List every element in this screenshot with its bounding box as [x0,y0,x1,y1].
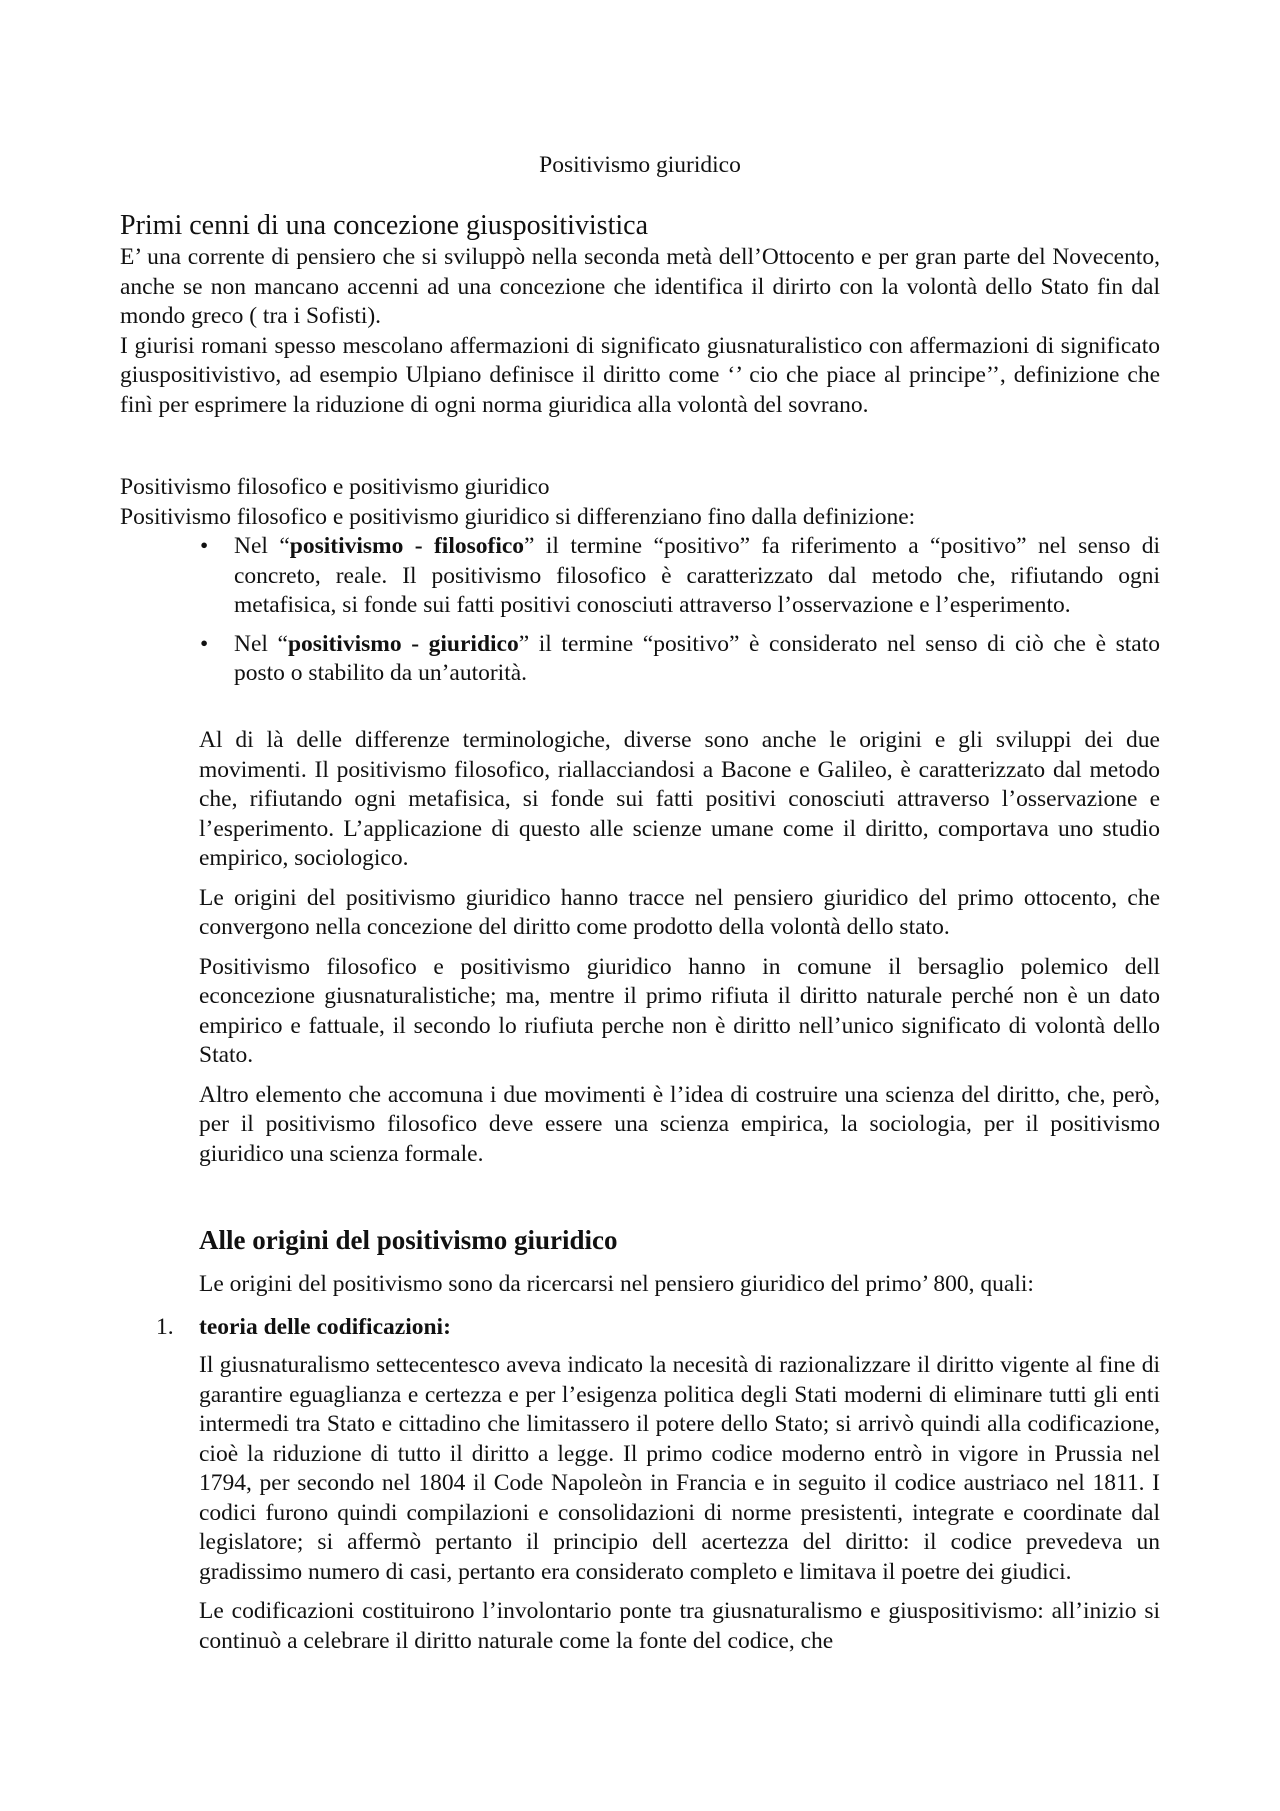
paragraph: Positivismo filosofico e positivismo giuridico si differenziano fino dalla definizione: [120,503,916,530]
paragraph: Le codificazioni costituirono l’involontario ponte tra giusnaturalismo e giuspositivismo: all’inizio si continuò a celebrare il diritto naturale come la fonte del codice, che [199,1598,1160,1654]
paragraph: Le origini del positivismo sono da ricercarsi nel pensiero giuridico del primo’ 800, quali: [199,1271,1034,1297]
list-item [120,630,1160,689]
paragraph: Le origini del positivismo giuridico hanno tracce nel pensiero giuridico del primo ottocento, che convergono nella concezione del diritto come prodotto della volontà dello stato. [199,884,1160,940]
paragraph: E’ una corrente di pensiero che si sviluppò nella seconda metà dell’Ottocento e per gran parte del Novecento, anche se non mancano accenni ad una concezione che identifica il dirirto con la volontà dello Stato fin dal mondo greco ( tra i Sofisti). [120,244,1160,329]
section-positivismo [120,473,1160,698]
numbered-item-label: teoria delle codificazioni: [199,1314,451,1340]
item-text-post: ” il termine “positivo” è considerato nel senso di ciò che è stato posto o stabilito da un’autorità. [234,630,1160,686]
item-text-pre: Nel “ [234,533,290,559]
numbered-item-number: 1. [156,1314,174,1340]
bullet-icon: • [200,533,209,559]
list-item [120,532,1160,621]
item-text-pre: Nel “ [234,630,288,657]
item-text-post: ” il termine “positivo” fa riferimento a “positivo” nel senso di concreto, reale. Il positivismo filosofico è caratterizzato dal metodo che, rifiutando ogni metafisica, si fonde sui fatti positivi conosciuti attraverso l’osservazione e l’esperimento. [234,533,1160,618]
paragraph: Positivismo filosofico e positivismo giuridico hanno in comune il bersaglio polemico dell econcezione giusnaturalistiche; ma, mentre il primo rifiuta il diritto naturale perché non è un dato empirico e fattuale, il secondo lo riufiuta perche non è diritto nell’unico significato di volontà dello Stato. [199,953,1160,1068]
numbered-item-body [199,1351,1160,1666]
paragraph: Al di là delle differenze terminologiche, diverse sono anche le origini e gli sviluppi dei due movimenti. Il positivismo filosofico, riallacciandosi a Bacone e Galileo, è caratterizzato dal metodo che, rifiutando ogni metafisica, si fonde sui fatti positivi conosciuti attraverso l’osservazione e l’esperimento. L’applicazione di questo alle scienze umane come il diritto, comportava uno studio empirico, sociologico. [199,727,1160,871]
bullet-icon: • [200,630,209,657]
item-bold-term: positivismo - filosofico [289,533,525,559]
section-heading: Alle origini del positivismo giuridico [199,1225,618,1255]
numbered-item [199,1313,1160,1343]
section-origini [199,1224,1160,1300]
item-bold-term: positivismo - giuridico [287,630,519,657]
section-intro [120,209,1160,420]
paragraph: Altro elemento che accomuna i due movimenti è l’idea di costruire una scienza del diritto, che, però, per il positivismo filosofico deve essere una scienza empirica, la sociologia, per il positivismo giuridico una scienza formale. [199,1081,1160,1167]
paragraph: Il giusnaturalismo settecentesco aveva indicato la necesità di razionalizzare il diritto vigente al fine di garantire eguaglianza e certezza e per l’esigenza politica degli Stati moderni di eliminare tutti gli enti intermedi tra Stato e cittadino che limitassero il potere dello Stato; si arrivò quindi alla codificazione, cioè la riduzione di tutto il diritto a legge. Il primo codice moderno entrò in vigore in Prussia nel 1794, per secondo nel 1804 il Code Napoleòn in Francia e in seguito il codice austriaco nel 1811. I codici furono quindi compilazioni e consolidazioni di norme presistenti, integrate e coordinate dal legislatore; si affermò pertanto il principio dell acertezza del diritto: il codice prevedeva un gradissimo numero di casi, pertanto era considerato completo e limitava il poetre dei giudici. [199,1352,1160,1585]
section-heading: Primi cenni di una concezione giuspositivistica [120,210,648,241]
indented-paragraphs [199,726,1160,1179]
subsection-heading: Positivismo filosofico e positivismo giuridico [120,474,550,500]
bullet-list [120,532,1160,689]
document-title: Positivismo giuridico [539,152,741,178]
paragraph: I giurisi romani spesso mescolano affermazioni di significato giusnaturalistico con affermazioni di significato giuspositivistivo, ad esempio Ulpiano definisce il diritto come ‘’ cio che piace al principe’’, definizione che finì per esprimere la riduzione di ogni norma giuridica alla volontà del sovrano. [120,332,1160,418]
